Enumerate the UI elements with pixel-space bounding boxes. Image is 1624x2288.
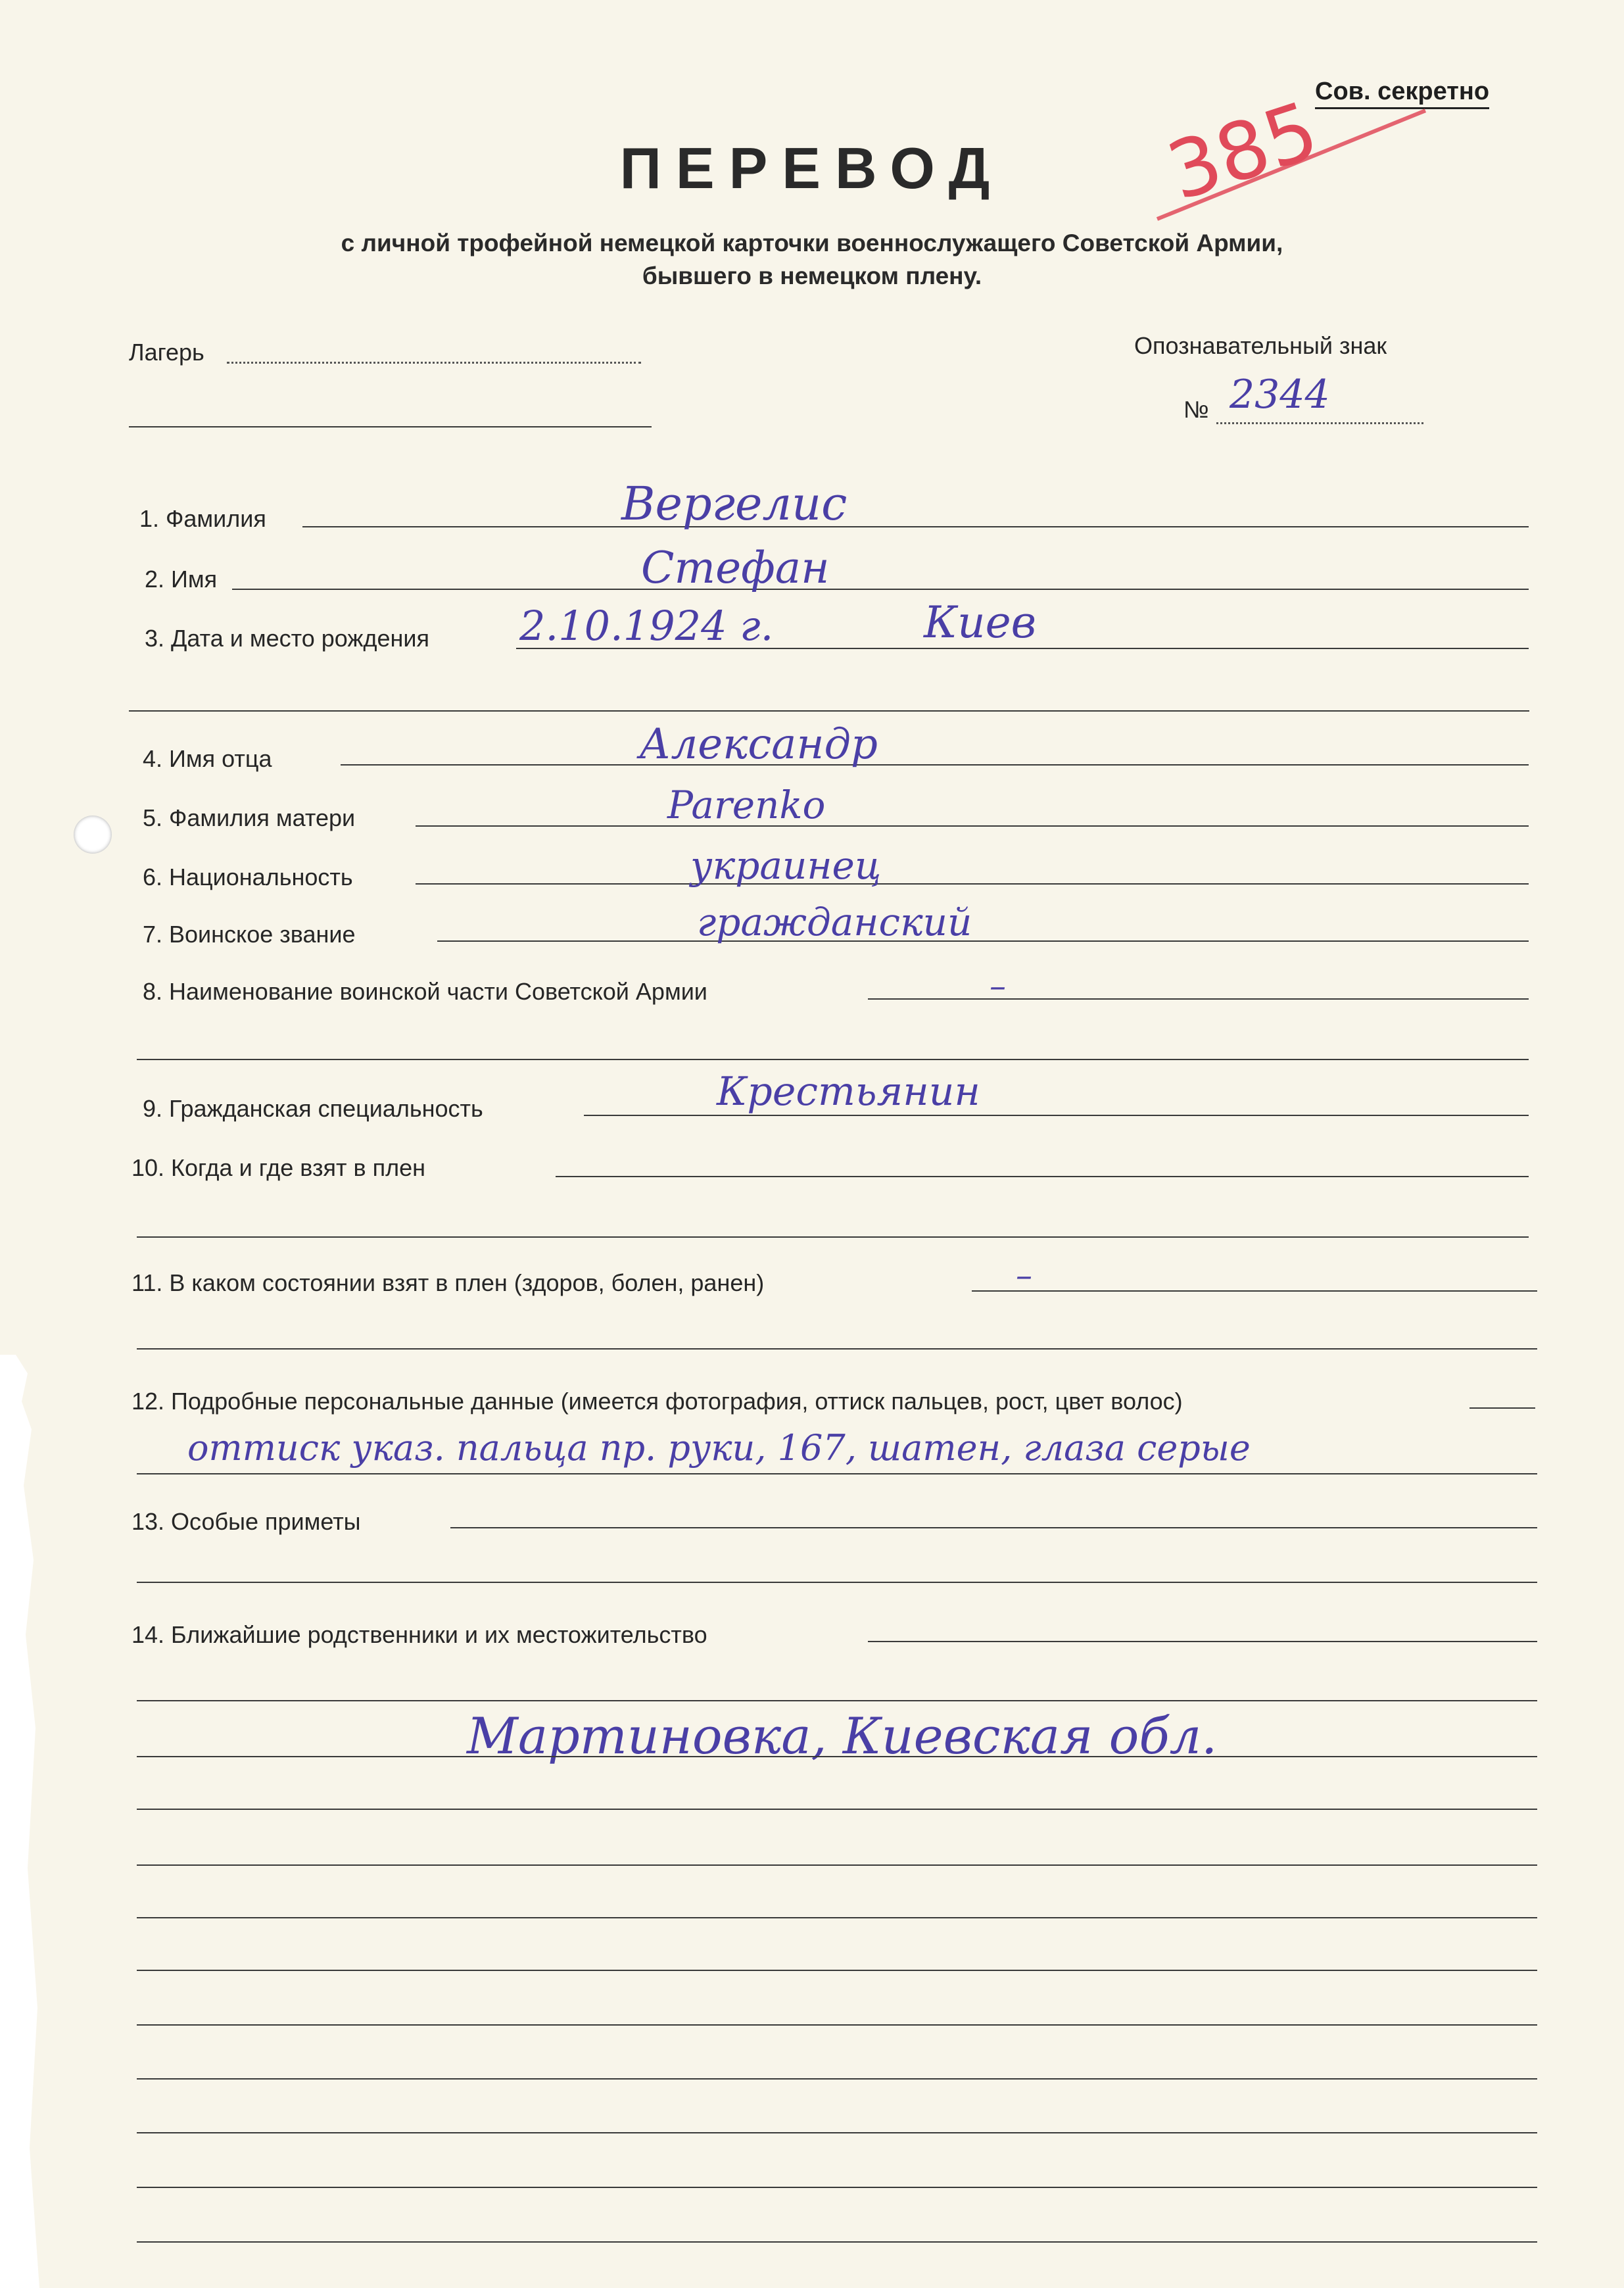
blank-line xyxy=(137,2024,1537,2026)
subtitle-line-1: с личной трофейной немецкой карточки военнослужащего Советской Армии, xyxy=(341,230,1283,256)
field-7-value: гражданский xyxy=(697,900,972,944)
camp-line xyxy=(227,362,641,364)
number-sign: № xyxy=(1183,396,1209,423)
field-4-line xyxy=(341,764,1529,766)
blank-line xyxy=(137,1864,1537,1866)
field-14-line-3 xyxy=(137,1756,1537,1757)
field-3-line-2 xyxy=(129,710,1529,712)
field-10-label: 10. Когда и где взят в плен xyxy=(131,1154,425,1181)
field-6-label: 6. Национальность xyxy=(143,864,353,890)
field-8-value: – xyxy=(990,967,1006,1005)
field-7-line xyxy=(437,940,1529,942)
field-3-place-value: Киев xyxy=(924,597,1037,648)
field-11-value: – xyxy=(1016,1256,1032,1294)
field-10-line xyxy=(556,1176,1529,1177)
blank-line xyxy=(137,1970,1537,1971)
identification-label: Опознавательный знак xyxy=(1134,332,1387,359)
field-11-line xyxy=(972,1290,1537,1292)
field-1-value: Вергелис xyxy=(621,477,848,531)
document-title: ПЕРЕВОД xyxy=(619,135,1005,201)
field-14-value: Мартиновка, Киевская обл. xyxy=(467,1707,1218,1765)
field-12-value: оттиск указ. пальца пр. руки, 167, шатен, глаза серые xyxy=(187,1427,1251,1469)
blank-line xyxy=(137,2241,1537,2243)
field-8-label: 8. Наименование воинской части Советской Армии xyxy=(143,978,707,1005)
blank-line xyxy=(137,2078,1537,2080)
identification-number-line xyxy=(1216,422,1423,424)
punch-hole xyxy=(74,815,112,854)
field-7-label: 7. Воинское звание xyxy=(143,921,356,948)
field-13-label: 13. Особые приметы xyxy=(131,1508,361,1535)
field-5-label: 5. Фамилия матери xyxy=(143,804,356,831)
field-3-label: 3. Дата и место рождения xyxy=(145,625,429,652)
field-12-label: 12. Подробные персональные данные (имеется фотография, оттиск пальцев, рост, цвет волос) xyxy=(131,1388,1183,1415)
document-subtitle xyxy=(0,227,1624,293)
field-13-line-2 xyxy=(137,1582,1537,1583)
field-6-value: украинец xyxy=(690,843,882,888)
camp-line-2 xyxy=(129,426,652,427)
field-2-value: Стефан xyxy=(641,543,830,593)
field-1-label: 1. Фамилия xyxy=(139,505,266,532)
camp-label: Лагерь xyxy=(129,339,204,366)
field-2-label: 2. Имя xyxy=(145,566,218,593)
field-8-line xyxy=(868,998,1529,1000)
field-5-line xyxy=(416,825,1529,827)
field-5-value: Parenko xyxy=(667,783,826,827)
field-9-line xyxy=(584,1115,1529,1116)
field-3-date-value: 2.10.1924 г. xyxy=(519,602,774,650)
blank-line xyxy=(137,2187,1537,2188)
field-14-line-4 xyxy=(137,1809,1537,1810)
field-12-line xyxy=(1469,1407,1535,1409)
field-11-line-2 xyxy=(137,1348,1537,1350)
field-10-line-2 xyxy=(137,1236,1529,1238)
field-4-value: Александр xyxy=(639,720,878,769)
field-11-label: 11. В каком состоянии взят в плен (здоров, болен, ранен) xyxy=(131,1269,765,1296)
field-12-line-2 xyxy=(137,1473,1537,1474)
identification-number-value: 2344 xyxy=(1230,372,1330,418)
blank-line xyxy=(137,1917,1537,1918)
field-14-line xyxy=(868,1641,1537,1642)
field-9-label: 9. Гражданская специальность xyxy=(143,1095,483,1122)
blank-line xyxy=(137,2132,1537,2133)
classification-mark: Сов. секретно xyxy=(1315,78,1489,109)
field-2-line xyxy=(232,589,1529,590)
field-4-label: 4. Имя отца xyxy=(143,745,272,772)
field-1-line xyxy=(302,526,1529,527)
field-9-value: Крестьянин xyxy=(717,1069,980,1115)
field-6-line xyxy=(416,883,1529,885)
field-13-line xyxy=(450,1527,1537,1528)
field-14-line-2 xyxy=(137,1700,1537,1701)
subtitle-line-2: бывшего в немецком плену. xyxy=(642,262,982,289)
field-14-label: 14. Ближайшие родственники и их местожительство xyxy=(131,1621,707,1648)
red-handwritten-number: 385 xyxy=(1157,85,1329,219)
field-8-line-2 xyxy=(137,1059,1529,1060)
torn-paper-edge xyxy=(0,1355,39,2288)
